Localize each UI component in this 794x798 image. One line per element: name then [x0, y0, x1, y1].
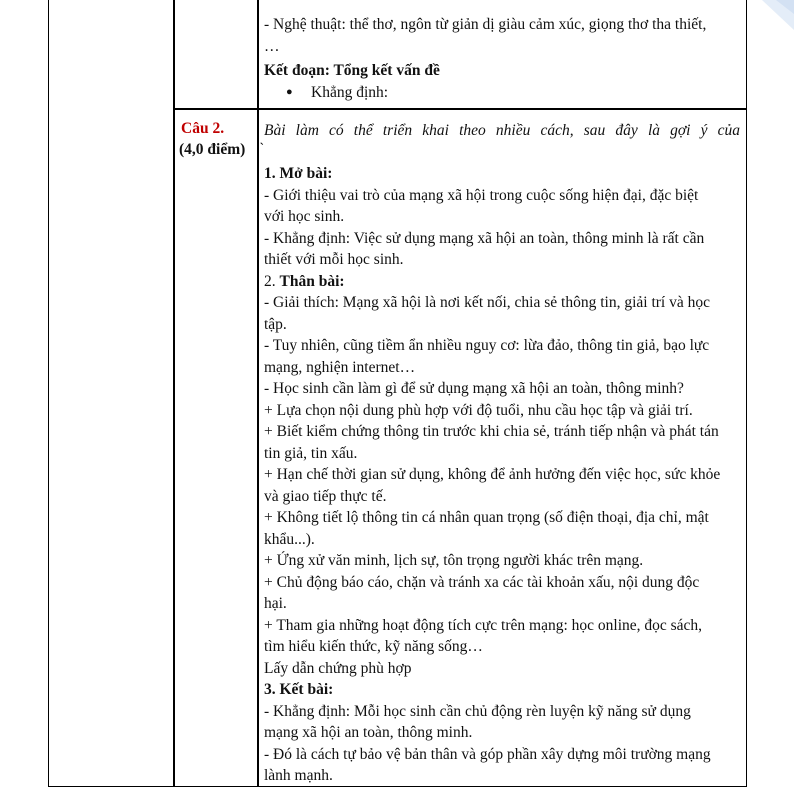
answer-line: + Lựa chọn nội dung phù hợp với độ tuổi, nhu cầu học tập và giải trí. — [264, 401, 693, 419]
answer-line: - Khẳng định: Việc sử dụng mạng xã hội an toàn, thông minh là rất cần — [264, 229, 705, 247]
answer-line: - Tuy nhiên, cũng tiềm ẩn nhiều nguy cơ: lừa đảo, thông tin giả, bạo lực — [264, 337, 710, 354]
answer-line: + Ứng xử văn minh, lịch sự, tôn trọng người khác trên mạng. — [264, 552, 644, 569]
question-number: Câu 2. — [181, 120, 225, 137]
answer-line: và giao tiếp thực tế. — [264, 487, 387, 505]
ellipsis-line: … — [264, 37, 280, 55]
section-heading: Kết đoạn: Tổng kết vấn đề — [264, 62, 440, 79]
section-title-text: Thân bài: — [279, 272, 345, 290]
answer-intro-cont — [264, 142, 740, 164]
answer-cell — [264, 120, 740, 787]
answer-line: tìm hiểu kiến thức, kỹ năng sống… — [264, 638, 483, 655]
bullet-icon: ● — [286, 85, 293, 98]
answer-line: - Khẳng định: Mỗi học sinh cần chủ động rèn luyện kỹ năng sử dụng — [264, 702, 691, 720]
answer-line: + Biết kiểm chứng thông tin trước khi chia sẻ, tránh tiếp nhận và phát tán — [264, 423, 719, 440]
answer-line: thiết với mỗi học sinh. — [264, 251, 404, 268]
answer-line: - Đó là cách tự bảo vệ bản thân và góp phần xây dựng môi trường mạng — [264, 745, 711, 763]
answer-line: với học sinh. — [264, 208, 345, 225]
row-divider — [173, 108, 746, 110]
question-points: (4,0 điểm) — [179, 141, 246, 158]
section-title-open: 1. Mở bài: — [264, 165, 333, 182]
top-answer-cell — [264, 14, 740, 103]
bullet-item — [264, 82, 740, 104]
answer-line: tập. — [264, 315, 287, 333]
answer-intro: Bài làm có thể triển khai theo nhiều cách, sau đây là gợi ý của — [264, 122, 740, 139]
bullet-text: Khẳng định: — [311, 83, 389, 101]
answer-line: hại. — [264, 595, 287, 612]
answer-line: + Hạn chế thời gian sử dụng, không để ảnh hưởng đến việc học, sức khỏe — [264, 466, 721, 483]
column-divider-left — [173, 0, 175, 786]
answer-line: mạng xã hội an toàn, thông minh. — [264, 724, 473, 741]
answer-line: + Chủ động báo cáo, chặn và tránh xa các tài khoản xấu, nội dung độc — [264, 573, 700, 591]
section-title-body — [264, 271, 740, 293]
answer-line: tin giả, tin xấu. — [264, 444, 358, 462]
section-title-close: 3. Kết bài: — [264, 681, 334, 698]
answer-line: - Học sinh cần làm gì để sử dụng mạng xã hội an toàn, thông minh? — [264, 380, 684, 397]
answer-line: - Giải thích: Mạng xã hội là nơi kết nối, chia sẻ thông tin, giải trí và học — [264, 294, 710, 311]
answer-key-table — [48, 0, 747, 787]
question-label — [179, 118, 261, 160]
answer-line: - Giới thiệu vai trò của mạng xã hội trong cuộc sống hiện đại, đặc biệt — [264, 186, 699, 204]
answer-line: + Không tiết lộ thông tin cá nhân quan trọng (số điện thoại, địa chỉ, mật — [264, 509, 709, 526]
art-line: - Nghệ thuật: thể thơ, ngôn từ giản dị giàu cảm xúc, giọng thơ tha thiết, — [264, 16, 707, 33]
answer-line: Lấy dẫn chứng phù hợp — [264, 659, 412, 677]
answer-line: khẩu...). — [264, 530, 315, 548]
answer-line: lành mạnh. — [264, 767, 333, 784]
section-number: 2. — [264, 272, 276, 290]
answer-line: mạng, nghiện internet… — [264, 358, 416, 376]
answer-line: + Tham gia những hoạt động tích cực trên mạng: học online, đọc sách, — [264, 616, 703, 634]
